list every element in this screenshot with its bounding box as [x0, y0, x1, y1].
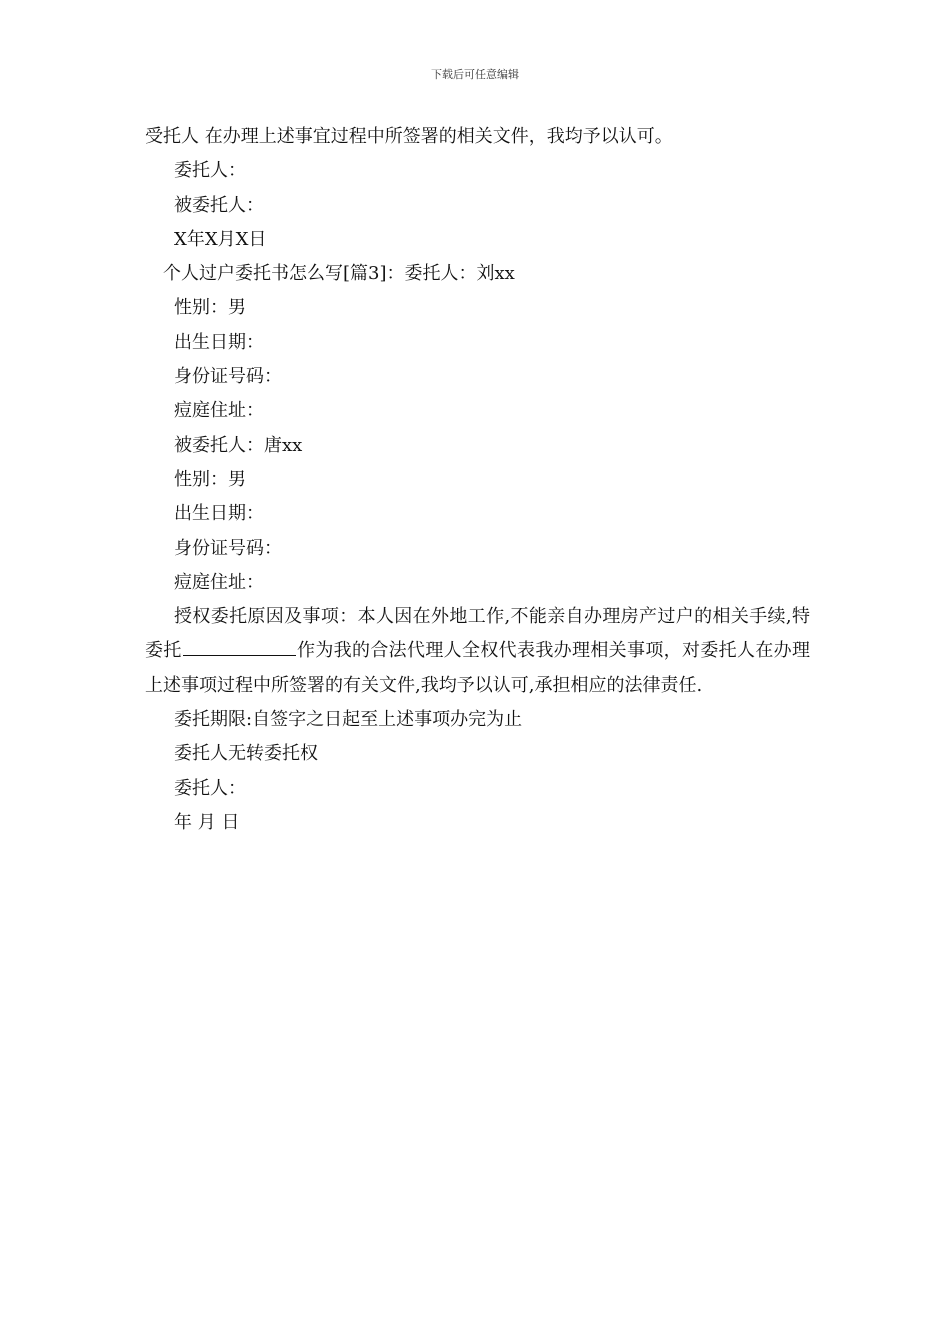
text-line: 委托期限:自签字之日起至上述事项办完为止	[174, 709, 523, 731]
authorization-text-2: 作为我的合法代理人全权代表我办理相关事项，对委托人在办理上述事项过程中所签署的有关文件,我均予以认可,承担相应的法律责任.	[145, 640, 811, 696]
document-body	[145, 120, 810, 840]
authorization-text-1: 授权委托原因及事项：本人因在外地工作,不能亲自办理房产过户的相关手续,特委托	[145, 606, 810, 662]
date-line: X年X月X日	[174, 228, 267, 250]
text-line: 身份证号码：	[174, 366, 282, 388]
header-note: 下载后可任意编辑	[431, 68, 519, 81]
text-line: 身份证号码：	[174, 537, 282, 559]
text-line: 出生日期：	[174, 503, 264, 525]
text-line: 委托人：	[174, 777, 246, 799]
authorization-paragraph	[145, 600, 810, 703]
text-line: 痘庭住址：	[174, 571, 264, 593]
text-line: 性别：男	[174, 468, 246, 490]
blank-line	[183, 638, 296, 656]
text-line: 委托人：	[174, 160, 246, 182]
text-line: 痘庭住址：	[174, 400, 264, 422]
text-line: 被委托人：	[174, 194, 264, 216]
text-line: 委托人无转委托权	[174, 743, 318, 765]
section-heading: 个人过户委托书怎么写[篇3]：委托人：刘xx	[163, 263, 515, 285]
text-line: 被委托人：唐xx	[174, 434, 303, 456]
text-line: 性别：男	[174, 297, 246, 319]
text-line: 出生日期：	[174, 331, 264, 353]
date-line: 年 月 日	[174, 811, 240, 833]
text-line: 受托人 在办理上述事宜过程中所签署的相关文件，我均予以认可。	[145, 126, 673, 147]
